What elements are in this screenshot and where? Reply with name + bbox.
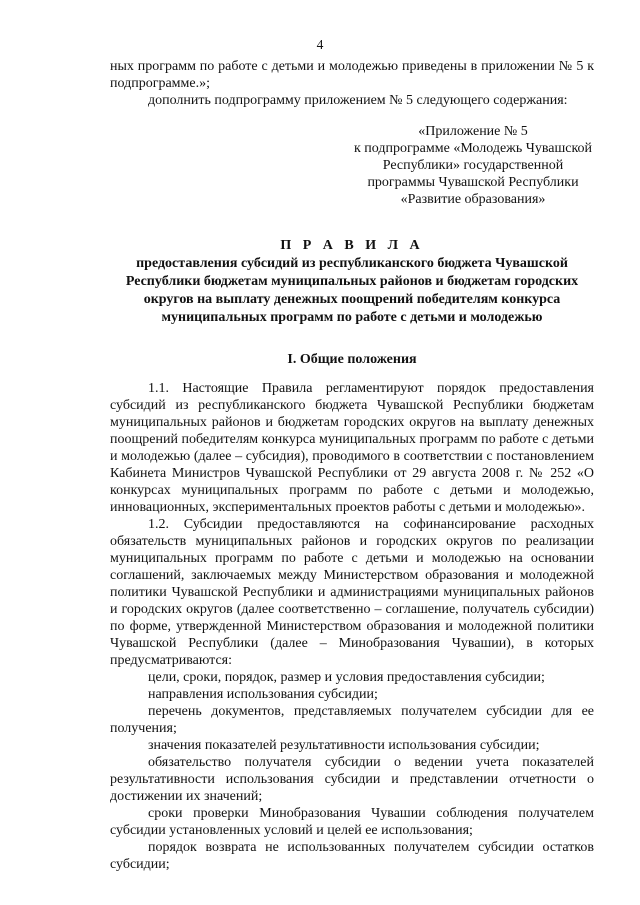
section-title: I. Общие положения [287, 352, 417, 367]
list-item: цели, сроки, порядок, размер и условия предоставления субсидии; [148, 670, 545, 685]
intro-addition: дополнить подпрограмму приложением № 5 следующего содержания: [148, 93, 568, 108]
appendix-line: к подпрограмме «Молодежь Чувашской [353, 141, 593, 156]
appendix-line: программы Чувашской Республики [367, 175, 579, 190]
list-item: сроки проверки Минобразования Чувашии соблюдения получателем субсидии установленных условий и целей ее использования; [110, 806, 594, 838]
intro-continuation: ных программ по работе с детьми и молодежью приведены в приложении № 5 к подпрограмме.»; [110, 59, 594, 91]
appendix-header [348, 123, 598, 208]
paragraph-1-1: 1.1. Настоящие Правила регламентируют порядок предоставления субсидий из республиканского бюджета Чувашской Республики бюджетам муниципальных районов и бюджетам городских округов на выплату денежных поощрений победителям конкурса муниципальных программ по работе с детьми и молодежью (далее – субсидия), проводимого в соответствии с постановлением Кабинета Министров Чувашской Республики от 29 августа 2008 г. № 252 «О конкурсах муниципальных программ по работе с детьми и молодежью, инновационных, экспериментальных проектов работы с детьми и молодежью». [110, 381, 594, 515]
appendix-line: Республики» государственной [382, 158, 564, 173]
document-subtitle [110, 255, 594, 327]
appendix-line: «Развитие образования» [400, 192, 546, 207]
list-item: перечень документов, представляемых получателем субсидии для ее получения; [110, 704, 594, 736]
list-item: обязательство получателя субсидии о ведении учета показателей результативности использования субсидии и представлении отчетности о достижении их значений; [110, 755, 594, 804]
appendix-line: «Приложение № 5 [418, 124, 528, 139]
main-body [110, 380, 594, 873]
page-number: 4 [316, 37, 324, 52]
list-item: направления использования субсидии; [148, 687, 378, 702]
list-item: значения показателей результативности использования субсидии; [148, 738, 540, 753]
subtitle-line: округов на выплату денежных поощрений победителям конкурса [143, 292, 561, 307]
document-title: П Р А В И Л А [280, 238, 424, 253]
subtitle-line: муниципальных программ по работе с детьми и молодежью [161, 310, 543, 325]
paragraph-1-2: 1.2. Субсидии предоставляются на софинансирование расходных обязательств муниципальных районов и городских округов по реализации муниципальных программ по работе с детьми и молодежью на основании соглашений, заключаемых между Министерством образования и молодежной политики Чувашской Республики и администрациями муниципальных районов и городских округов (далее соответственно – соглашение, получатель субсидии) по форме, утвержденной Министерством образования и молодежной политики Чувашской Республики (далее – Минобразования Чувашии), в которых предусматриваются: [110, 517, 594, 668]
list-item: порядок возврата не использованных получателем субсидии остатков субсидии; [110, 840, 594, 872]
subtitle-line: Республики бюджетам муниципальных районов и бюджетам городских [125, 274, 579, 289]
subtitle-line: предоставления субсидий из республиканского бюджета Чувашской [136, 256, 568, 271]
intro-block [110, 58, 594, 109]
